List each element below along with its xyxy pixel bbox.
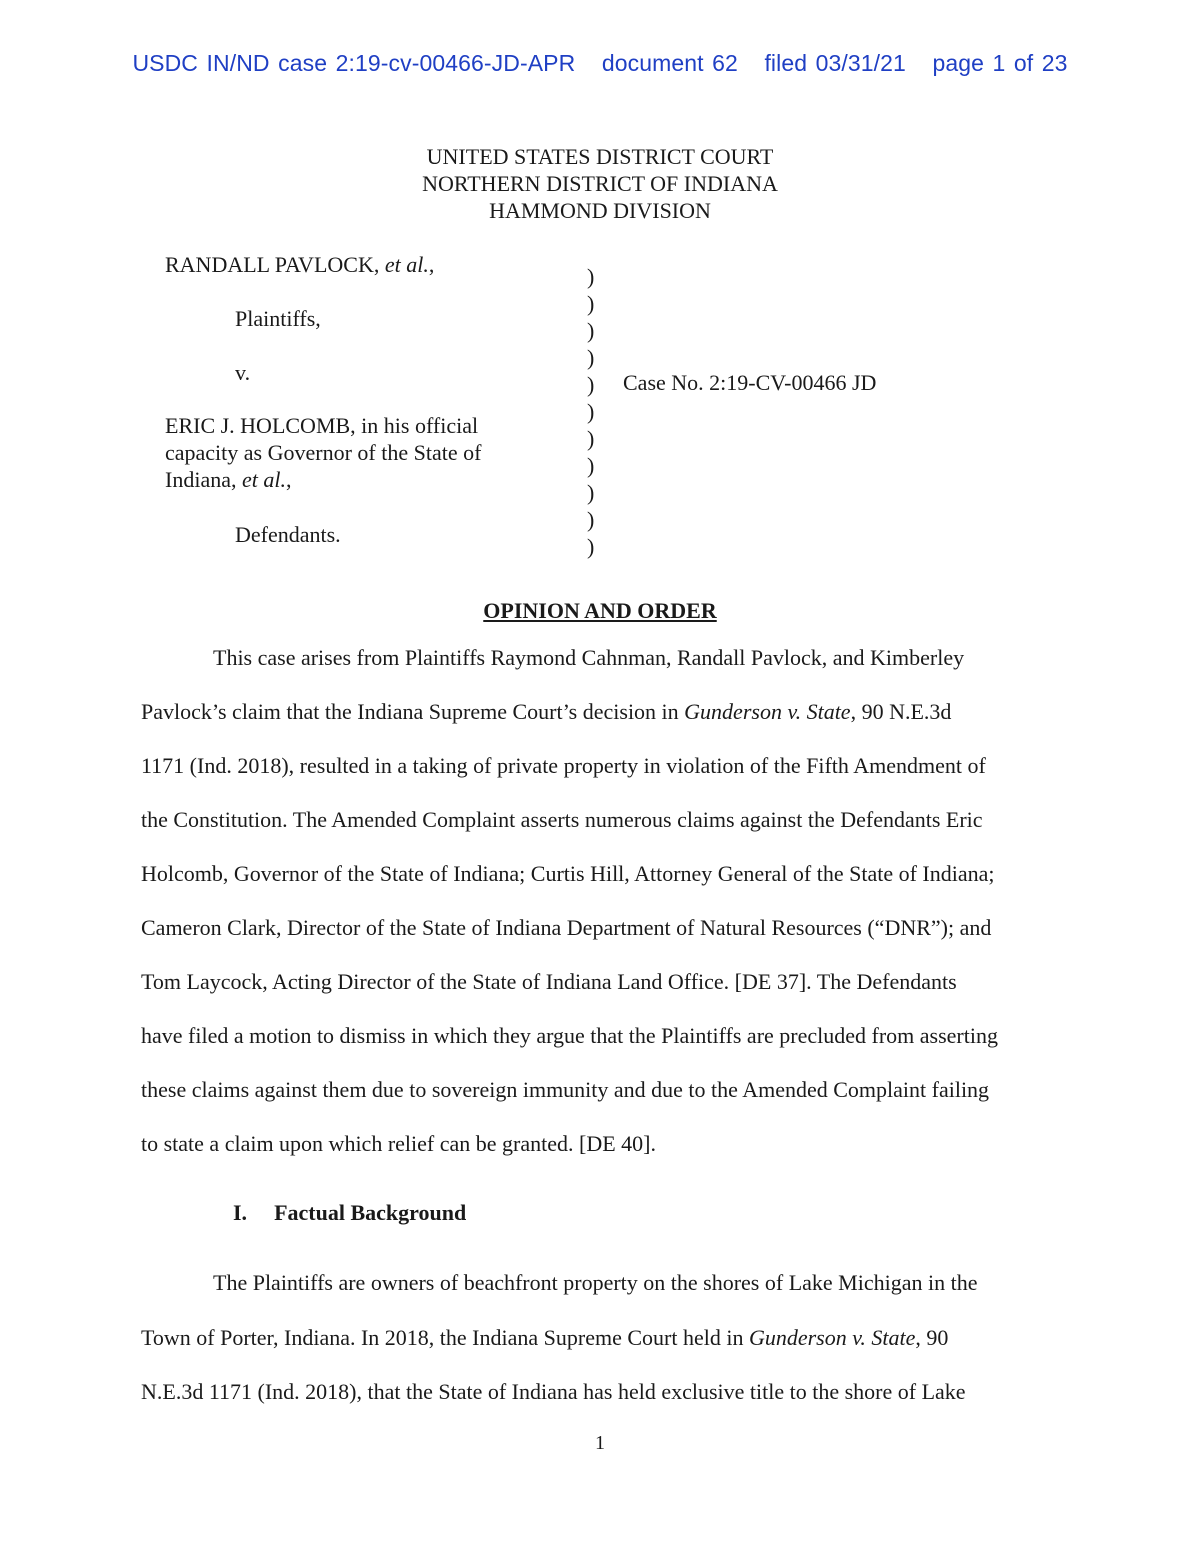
stamp-case: USDC IN/ND case 2:19-cv-00466-JD-APR (132, 50, 576, 76)
versus-label: v. (235, 360, 251, 385)
para1-line: 1171 (Ind. 2018), resulted in a taking of private property in violation of the Fifth Amendment of (141, 753, 986, 778)
court-line-3: HAMMOND DIVISION (489, 198, 711, 223)
ecf-header-stamp (0, 50, 1200, 77)
section-number: I. (233, 1200, 248, 1225)
stamp-page: page 1 of 23 (932, 50, 1068, 76)
court-line-2: NORTHERN DISTRICT OF INDIANA (422, 171, 778, 196)
stamp-document: document 62 (601, 50, 738, 76)
para1-line: Cameron Clark, Director of the State of Indiana Department of Natural Resources (“DNR”); and (141, 915, 992, 940)
case-number: Case No. 2:19-CV-00466 JD (623, 370, 877, 395)
para2-line: The Plaintiffs are owners of beachfront property on the shores of Lake Michigan in the (213, 1270, 978, 1295)
caption-parentheses: ) ) ) ) ) ) ) ) ) ) ) (587, 264, 595, 559)
section-title: Factual Background (274, 1200, 467, 1225)
para1-line: the Constitution. The Amended Complaint asserts numerous claims against the Defendants Eric (141, 807, 983, 832)
court-heading (0, 143, 1200, 224)
defendant-name: ERIC J. HOLCOMB, in his official capacity as Governor of the State of Indiana, et al., (165, 413, 482, 492)
court-line-1: UNITED STATES DISTRICT COURT (426, 144, 774, 169)
plaintiffs-label: Plaintiffs, (235, 306, 321, 331)
para1-line: have filed a motion to dismiss in which they argue that the Plaintiffs are precluded from asserting (141, 1023, 998, 1048)
page-number: 1 (595, 1432, 605, 1454)
para1-line: This case arises from Plaintiffs Raymond Cahnman, Randall Pavlock, and Kimberley (213, 645, 965, 670)
stamp-filed: filed 03/31/21 (764, 50, 906, 76)
para2-line: N.E.3d 1171 (Ind. 2018), that the State of Indiana has held exclusive title to the shore of Lake (141, 1379, 966, 1404)
plaintiff-name: RANDALL PAVLOCK, et al., (165, 252, 435, 277)
para1-line: to state a claim upon which relief can be granted. [DE 40]. (141, 1131, 656, 1156)
defendants-label: Defendants. (235, 522, 341, 547)
section-heading (233, 1200, 466, 1226)
opinion-title: OPINION AND ORDER (483, 598, 717, 623)
para1-line: Holcomb, Governor of the State of Indiana; Curtis Hill, Attorney General of the State of Indiana; (141, 861, 995, 886)
para1-line: these claims against them due to sovereign immunity and due to the Amended Complaint failing (141, 1077, 990, 1102)
para1-line: Tom Laycock, Acting Director of the State of Indiana Land Office. [DE 37]. The Defendants (141, 969, 957, 994)
para1-line: Pavlock’s claim that the Indiana Supreme Court’s decision in Gunderson v. State, 90 N.E.3d (141, 699, 952, 724)
para2-line: Town of Porter, Indiana. In 2018, the Indiana Supreme Court held in Gunderson v. State, 90 (141, 1325, 949, 1350)
